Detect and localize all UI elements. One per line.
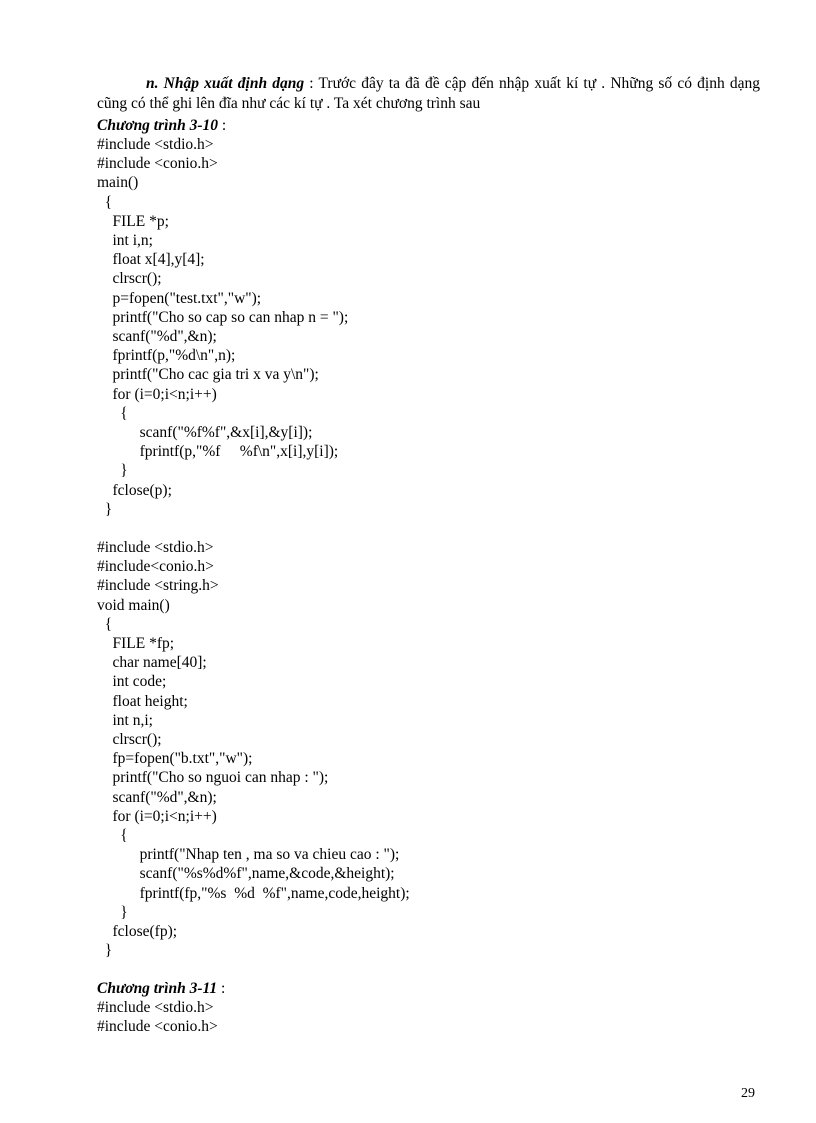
- code-line: {: [97, 827, 128, 844]
- code-line: printf("Cho so cap so can nhap n = ");: [97, 308, 349, 326]
- section-label: n. Nhập xuất định dạng: [146, 75, 305, 92]
- code-line: {: [97, 193, 113, 211]
- code-line: printf("Cho cac gia tri x va y\n");: [97, 366, 319, 384]
- code-line: float x[4],y[4];: [97, 251, 205, 269]
- code-line: printf("Cho so nguoi can nhap : ");: [97, 769, 329, 787]
- code-line: main(): [97, 174, 139, 192]
- code-line: #include <conio.h>: [97, 155, 218, 173]
- intro-text: : Trước đây ta đã đề cập đến nhập xuất kí tự . Những số có định dạng cũng có thể ghi lên đĩa như các kí tự . Ta xét chương trình sau: [97, 75, 761, 112]
- code-line: clrscr();: [97, 731, 162, 748]
- code-line: }: [97, 500, 113, 518]
- code-line: #include <stdio.h>: [97, 539, 214, 556]
- code-line: #include <stdio.h>: [97, 136, 214, 153]
- code-line: printf("Nhap ten , ma so va chieu cao : ");: [97, 846, 400, 864]
- code-line: }: [97, 903, 128, 921]
- code-line: fclose(p);: [97, 481, 172, 499]
- code-line: for (i=0;i<n;i++): [97, 807, 217, 825]
- code-line: scanf("%d",&n);: [97, 788, 217, 806]
- code-line: #include <stdio.h>: [97, 999, 214, 1016]
- code-line: scanf("%d",&n);: [97, 328, 217, 345]
- code-line: for (i=0;i<n;i++): [97, 385, 217, 403]
- code-line: int n,i;: [97, 711, 153, 729]
- code-line: clrscr();: [97, 270, 162, 288]
- code-line: fprintf(fp,"%s %d %f",name,code,height);: [97, 884, 410, 902]
- code-line: void main(): [97, 596, 170, 614]
- code-line: fprintf(p,"%f %f\n",x[i],y[i]);: [97, 443, 339, 461]
- code-line: scanf("%f%f",&x[i],&y[i]);: [97, 424, 313, 441]
- code-line: FILE *fp;: [97, 635, 175, 652]
- code-line: FILE *p;: [97, 212, 169, 230]
- code-line: #include<conio.h>: [97, 558, 214, 576]
- code-line: {: [97, 615, 113, 633]
- code-line: float height;: [97, 692, 188, 710]
- code-line: scanf("%s%d%f",name,&code,&height);: [97, 865, 395, 883]
- intro-paragraph: [97, 74, 760, 114]
- page-number: 29: [741, 1086, 755, 1101]
- code-line: p=fopen("test.txt","w");: [97, 289, 262, 307]
- code-line: int code;: [97, 673, 167, 691]
- code-line: #include <string.h>: [97, 577, 219, 595]
- code-line: #include <conio.h>: [97, 1018, 218, 1036]
- program-heading-3-11: Chương trình 3-11 :: [97, 980, 226, 997]
- code-line: }: [97, 942, 113, 960]
- code-line: int i,n;: [97, 232, 153, 249]
- program-heading-3-10: Chương trình 3-10 :: [97, 117, 227, 134]
- code-line: fclose(fp);: [97, 923, 178, 940]
- code-line: fp=fopen("b.txt","w");: [97, 750, 253, 768]
- code-line: char name[40];: [97, 654, 207, 672]
- code-line: }: [97, 462, 128, 480]
- code-line: {: [97, 404, 128, 422]
- code-line: fprintf(p,"%d\n",n);: [97, 347, 236, 365]
